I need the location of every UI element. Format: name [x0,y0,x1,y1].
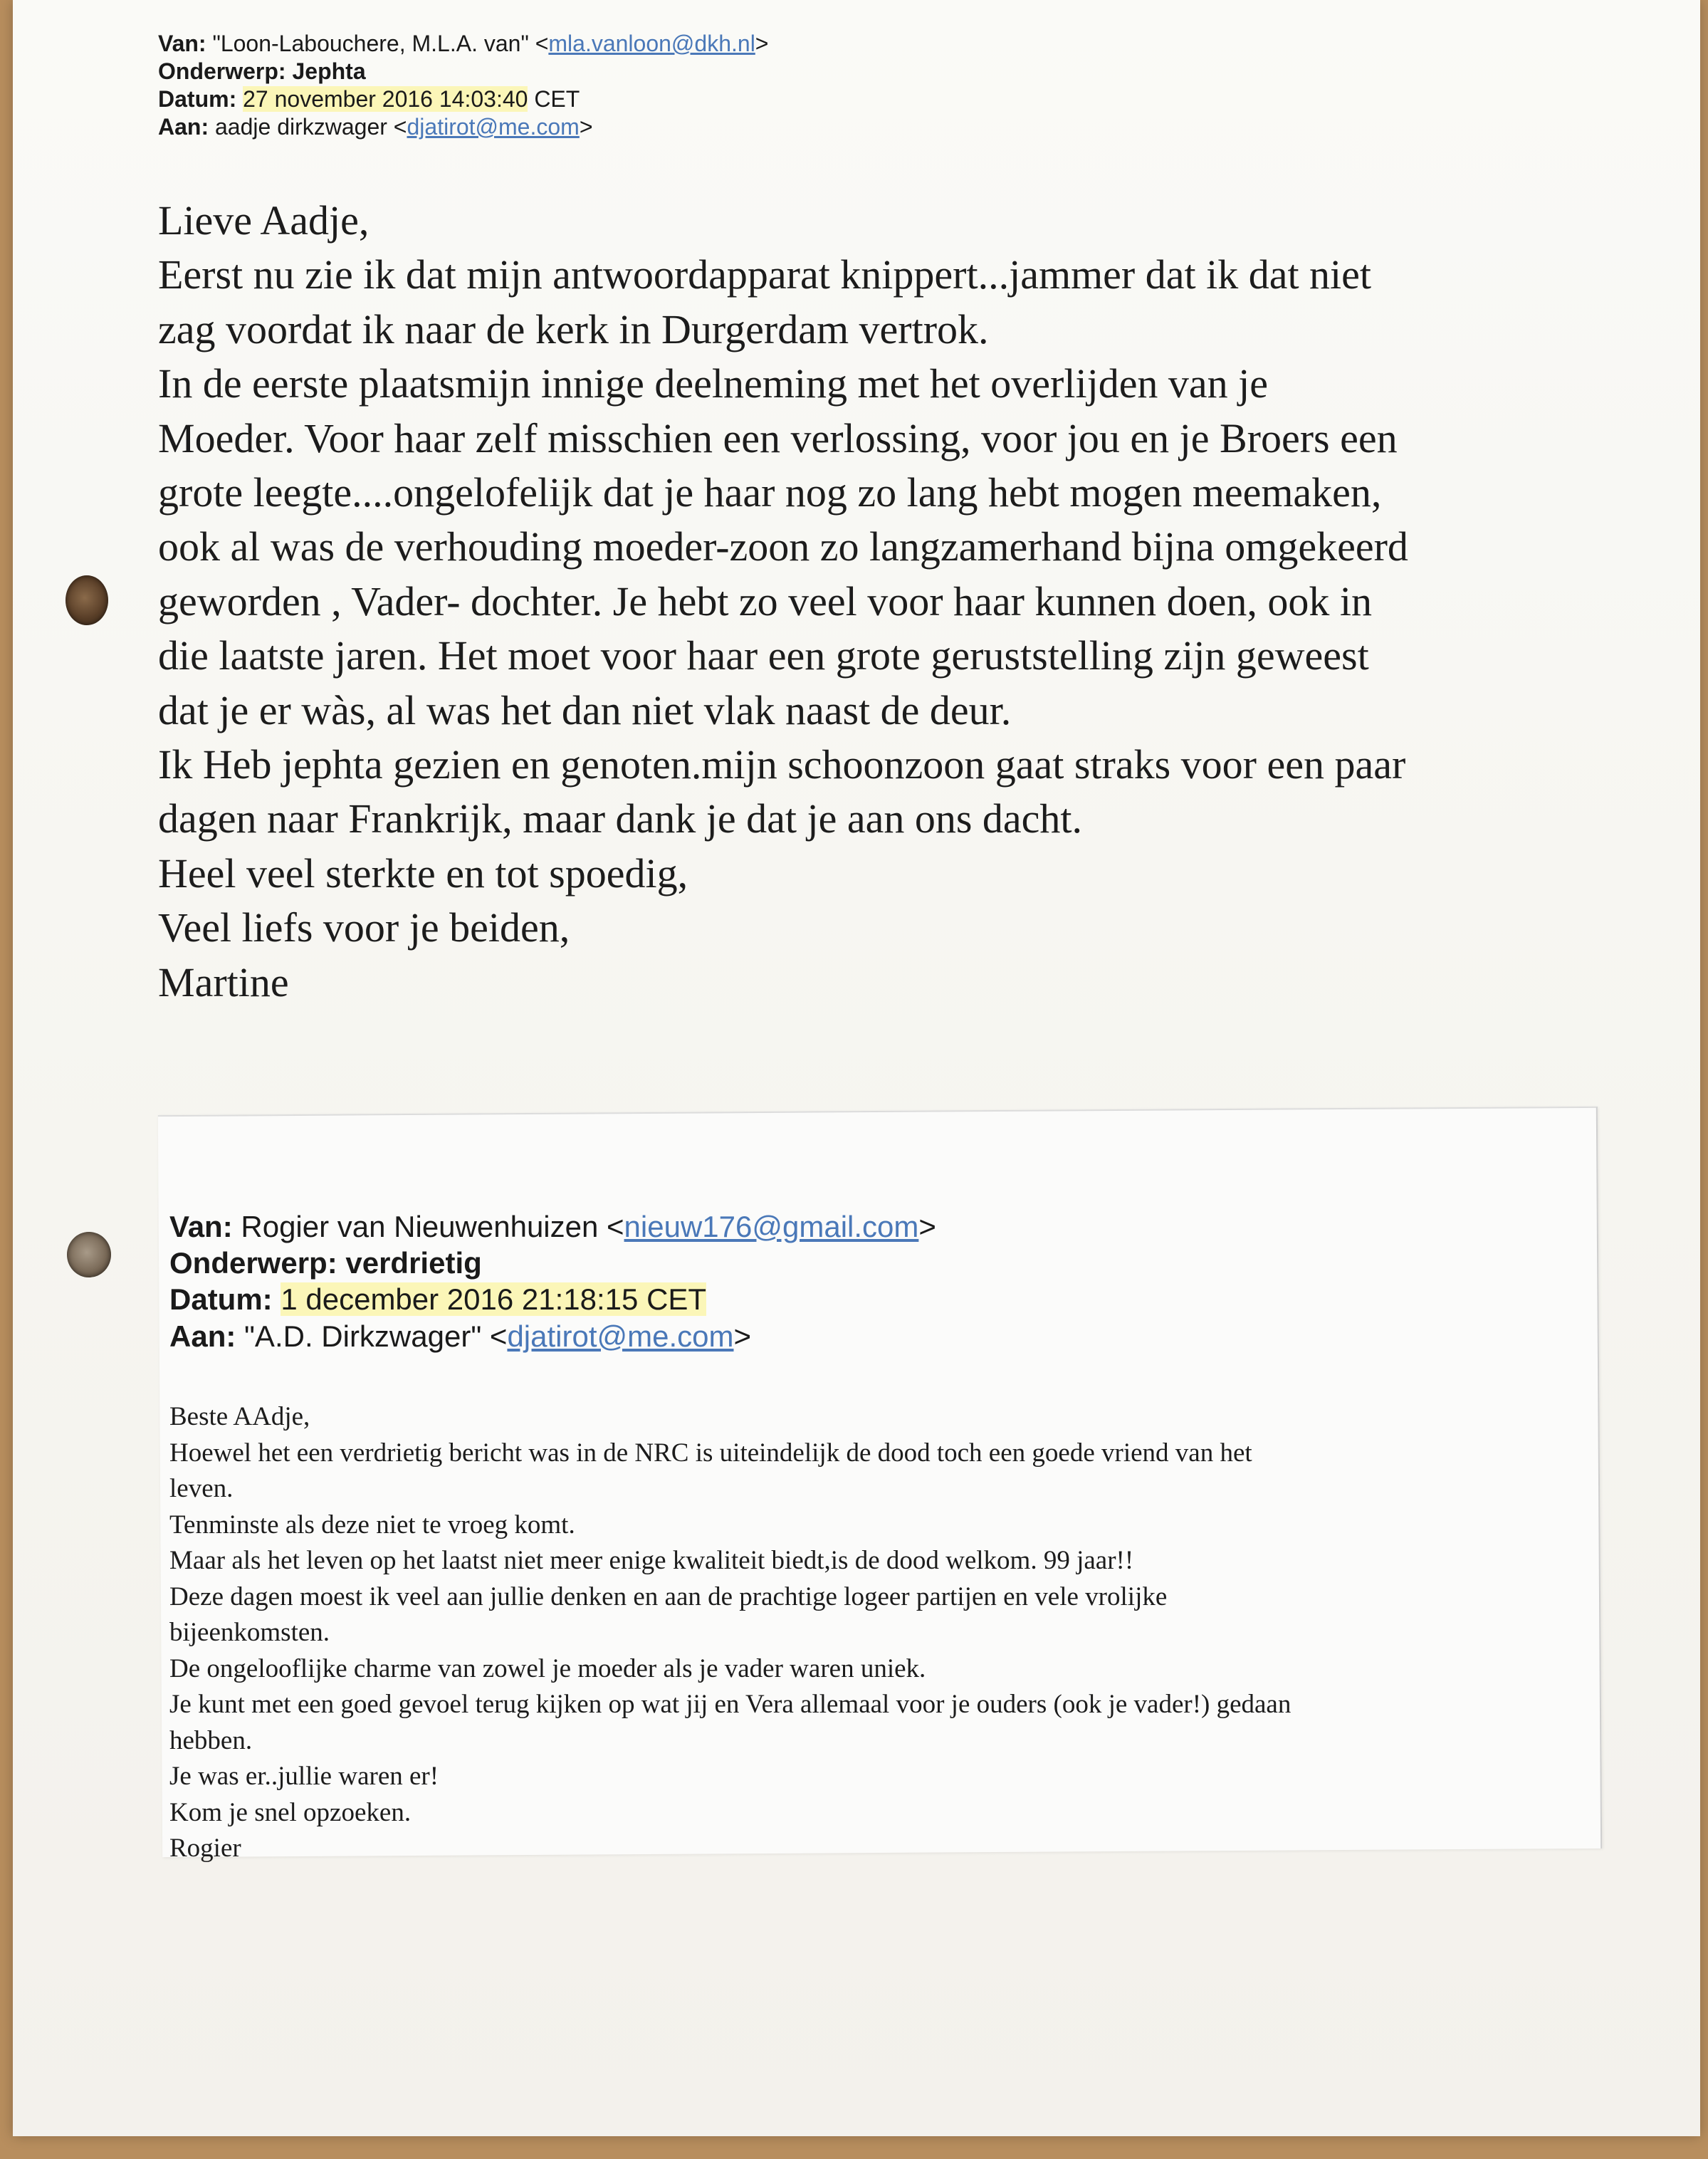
email1-date-tz: CET [534,86,580,113]
email1-body-line: Ik Heb jephta gezien en genoten.mijn schoonzoon gaat straks voor een paar [158,741,1406,788]
email2-from-row [169,1208,936,1245]
email1-subject: Jephta [292,58,366,85]
email1-subject-row [158,58,768,85]
email1-body-line: dagen naar Frankrijk, maar dank je dat je aan ons dacht. [158,795,1083,842]
email1-from-label: Van: [158,31,206,56]
email1-date: 27 november 2016 14:03:40 [243,86,528,113]
email1-from-row [158,30,768,58]
email1-body-line: grote leegte....ongelofelijk dat je haar nog zo lang hebt mogen meemaken, [158,469,1382,516]
email1-to-row [158,113,768,141]
email2-body-line: Tenminste als deze niet te vroeg komt. [169,1510,575,1539]
punch-hole-top [66,575,108,625]
email1-body-line: die laatste jaren. Het moet voor haar een grote geruststelling zijn geweest [158,632,1369,679]
email1-to-label: Aan: [158,114,209,140]
email1-from-email-link[interactable]: mla.vanloon@dkh.nl [548,31,755,56]
punch-hole-bottom [67,1232,111,1277]
email2-to-row [169,1318,936,1354]
email1-from-close: > [755,31,769,56]
email2-header [169,1208,936,1354]
email2-body-line: Je kunt met een goed gevoel terug kijken op wat jij en Vera allemaal voor je ouders (ook je vader!) gedaan [169,1690,1292,1719]
email1-body-line: geworden , Vader- dochter. Je hebt zo veel voor haar kunnen doen, ook in [158,577,1372,624]
email2-body-line: leven. [169,1474,234,1503]
email1-body-line: Heel veel sterkte en tot spoedig, [158,850,688,896]
email1-body-line: In de eerste plaatsmijn innige deelneming met het overlijden van je [158,360,1269,407]
email2-to-label: Aan: [169,1319,236,1353]
email1-body-line: ook al was de verhouding moeder-zoon zo langzamerhand bijna omgekeerd [158,523,1408,570]
email1-date-label: Datum: [158,86,237,113]
email2-body-line: Je was er..jullie waren er! [169,1762,439,1791]
email2-body-line: Hoewel het een verdrietig bericht was in de NRC is uiteindelijk de dood toch een goede vriend van het [169,1438,1252,1468]
email2-body-line: bijeenkomsten. [169,1618,330,1647]
email2-body-line: Kom je snel opzoeken. [169,1797,412,1827]
email2-from-name: Rogier van Nieuwenhuizen < [241,1210,624,1243]
email1-to-name: aadje dirkzwager < [215,114,407,140]
email2-date: 1 december 2016 21:18:15 CET [281,1282,707,1317]
email2-from-close: > [918,1210,936,1243]
email2-date-label: Datum: [169,1282,273,1317]
email2-date-row [169,1281,936,1317]
email1-date-row [158,85,768,113]
email1-body [158,194,1618,1010]
email1-signature: Martine [158,958,289,1005]
email1-from-name: "Loon-Labouchere, M.L.A. van" < [212,31,549,56]
email1-to-email-link[interactable]: djatirot@me.com [407,114,580,140]
email1-to-close: > [579,114,593,140]
email2-body-line: Maar als het leven op het laatst niet meer enige kwaliteit biedt,is de dood welkom. 99 jaar!! [169,1546,1134,1575]
email2-subject: verdrietig [345,1246,482,1280]
email2-body-line: Deze dagen moest ik veel aan jullie denken en aan de prachtige logeer partijen en vele vrolijke [169,1582,1168,1611]
email1-body-line: Lieve Aadje, [158,197,370,244]
email2-body [169,1399,1593,1867]
email2-body-line: hebben. [169,1725,253,1755]
email2-body-line: Beste AAdje, [169,1402,310,1431]
email2-to-close: > [733,1319,752,1353]
email2-signature: Rogier [169,1834,241,1863]
email1-body-line: Veel liefs voor je beiden, [158,904,570,951]
email1-body-line: zag voordat ik naar de kerk in Durgerdam vertrok. [158,305,989,352]
email1-body-line: Eerst nu zie ik dat mijn antwoordapparat knippert...jammer dat ik dat niet [158,251,1372,298]
email2-from-label: Van: [169,1210,233,1243]
email1-subject-label: Onderwerp: [158,58,286,85]
email1-header [158,30,768,141]
email2-from-email-link[interactable]: nieuw176@gmail.com [624,1210,919,1243]
email2-subject-row [169,1245,936,1281]
email2-to-email-link[interactable]: djatirot@me.com [507,1319,734,1353]
email2-body-line: De ongelooflijke charme van zowel je moeder als je vader waren uniek. [169,1653,926,1683]
email1-body-line: Moeder. Voor haar zelf misschien een verlossing, voor jou en je Broers een [158,414,1398,461]
email2-to-name: "A.D. Dirkzwager" < [244,1319,508,1353]
email1-body-line: dat je er wàs, al was het dan niet vlak naast de deur. [158,686,1012,733]
email2-subject-label: Onderwerp: [169,1246,337,1280]
